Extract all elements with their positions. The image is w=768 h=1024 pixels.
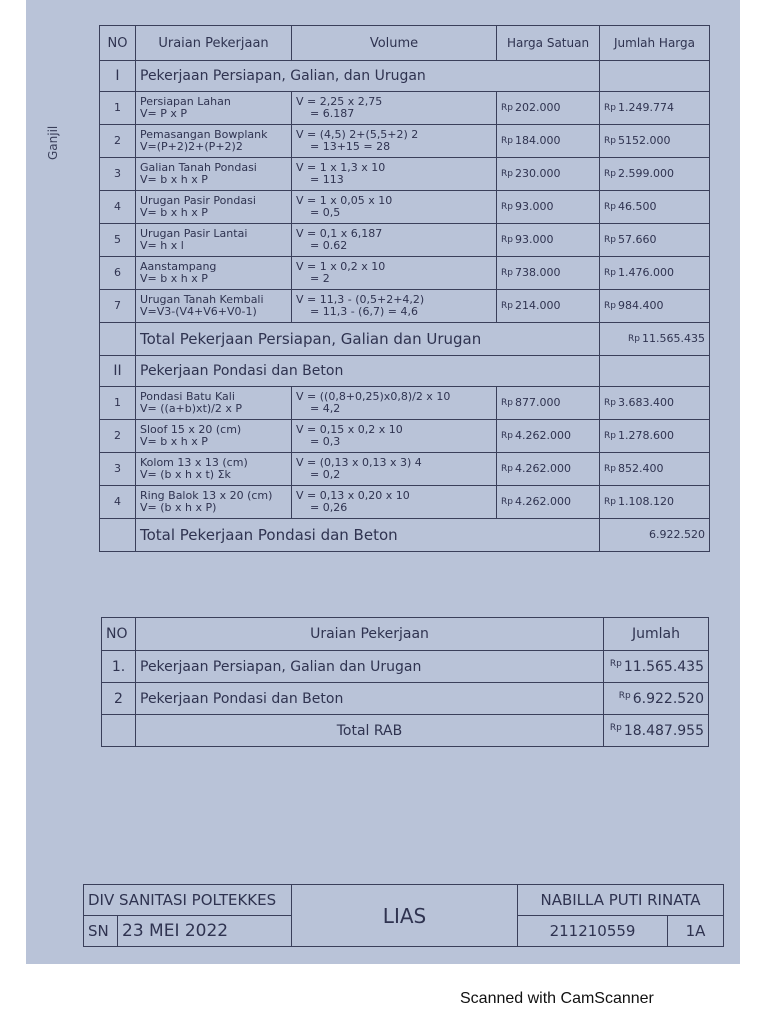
item-jumlah-harga: 1.108.120 <box>617 495 674 508</box>
summary-row <box>102 651 709 683</box>
item-harga-satuan: 4.262.000 <box>514 462 571 475</box>
item-no: 1 <box>100 387 136 420</box>
rp-label: Rp <box>501 235 513 245</box>
rp-label: Rp <box>604 268 616 278</box>
item-name: Urugan Pasir Pondasi <box>140 194 256 207</box>
rp-label: Rp <box>604 103 616 113</box>
item-no: 6 <box>100 257 136 290</box>
item-jumlah-harga: 5152.000 <box>617 134 671 147</box>
item-volume: V = ((0,8+0,25)x0,8)/2 x 10 <box>296 390 451 403</box>
summary-row-amount: 11.565.435 <box>623 658 704 675</box>
rp-label: Rp <box>618 690 631 701</box>
section-total-label: Total Pekerjaan Pondasi dan Beton <box>136 519 600 552</box>
item-formula: V= P x P <box>140 107 188 120</box>
summary-row-amount: 6.922.520 <box>632 690 704 707</box>
item-name: Sloof 15 x 20 (cm) <box>140 423 242 436</box>
rp-label: Rp <box>609 658 622 669</box>
date-label: 23 MEI 2022 <box>118 916 292 947</box>
item-formula: V=V3-(V4+V6+V0-1) <box>140 305 257 318</box>
section-total-row <box>100 519 710 552</box>
item-name: Pemasangan Bowplank <box>140 128 268 141</box>
summary-row-no: 1. <box>102 651 136 683</box>
item-no: 1 <box>100 92 136 125</box>
section-title: Pekerjaan Pondasi dan Beton <box>136 356 600 387</box>
item-volume-result: = 13+15 = 28 <box>310 140 391 153</box>
item-volume-result: = 4,2 <box>310 402 341 415</box>
item-jumlah-harga: 57.660 <box>617 233 657 246</box>
item-volume-result: = 0,2 <box>310 468 341 481</box>
item-volume: V = (4,5) 2+(5,5+2) 2 <box>296 128 419 141</box>
item-formula: V= ((a+b)xt)/2 x P <box>140 402 243 415</box>
section-row <box>100 356 710 387</box>
item-volume: V = 0,13 x 0,20 x 10 <box>296 489 410 502</box>
item-no: 5 <box>100 224 136 257</box>
item-volume: V = 1 x 1,3 x 10 <box>296 161 386 174</box>
item-jumlah-harga: 46.500 <box>617 200 657 213</box>
rp-label: Rp <box>501 202 513 212</box>
item-formula: V= b x h x P <box>140 173 208 186</box>
summary-header-row <box>102 618 709 651</box>
rp-label: Rp <box>604 169 616 179</box>
rp-label: Rp <box>501 464 513 474</box>
item-jumlah-harga: 3.683.400 <box>617 396 674 409</box>
summary-total-label: Total RAB <box>136 715 604 747</box>
item-row <box>100 290 710 323</box>
rp-label: Rp <box>604 136 616 146</box>
item-row <box>100 125 710 158</box>
item-formula: V=(P+2)2+(P+2)2 <box>140 140 243 153</box>
summary-header-jumlah: Jumlah <box>604 618 709 651</box>
item-jumlah-harga: 2.599.000 <box>617 167 674 180</box>
rp-label: Rp <box>609 722 622 733</box>
section-no: II <box>100 356 136 387</box>
section-total-amount: 11.565.435 <box>642 332 705 345</box>
rp-label: Rp <box>501 497 513 507</box>
item-formula: V= b x h x P <box>140 272 208 285</box>
item-row <box>100 486 710 519</box>
item-name: Ring Balok 13 x 20 (cm) <box>140 489 273 502</box>
rp-label: Rp <box>628 334 641 344</box>
summary-header-uraian: Uraian Pekerjaan <box>136 618 604 651</box>
summary-total-amount: 18.487.955 <box>623 722 704 739</box>
item-jumlah-harga: 852.400 <box>617 462 664 475</box>
item-no: 7 <box>100 290 136 323</box>
summary-row <box>102 683 709 715</box>
item-name: Urugan Pasir Lantai <box>140 227 248 240</box>
item-volume: V = 11,3 - (0,5+2+4,2) <box>296 293 425 306</box>
item-name: Urugan Tanah Kembali <box>140 293 264 306</box>
item-harga-satuan: 877.000 <box>514 396 561 409</box>
item-harga-satuan: 4.262.000 <box>514 429 571 442</box>
summary-row-name: Pekerjaan Persiapan, Galian dan Urugan <box>136 651 604 683</box>
item-volume: V = 0,1 x 6,187 <box>296 227 383 240</box>
header-jumlah-harga: Jumlah Harga <box>600 26 710 61</box>
section-row <box>100 61 710 92</box>
item-formula: V= b x h x P <box>140 435 208 448</box>
rp-label: Rp <box>604 301 616 311</box>
summary-row-no: 2 <box>102 683 136 715</box>
summary-header-no: NO <box>102 618 136 651</box>
code-label: SN <box>84 916 118 947</box>
rp-label: Rp <box>604 398 616 408</box>
item-volume: V = 2,25 x 2,75 <box>296 95 383 108</box>
item-volume-result: = 2 <box>310 272 330 285</box>
title-block <box>83 884 724 947</box>
class-label: 1A <box>668 916 724 947</box>
item-jumlah-harga: 984.400 <box>617 299 664 312</box>
item-formula: V= h x l <box>140 239 184 252</box>
rp-label: Rp <box>604 464 616 474</box>
rp-label: Rp <box>501 136 513 146</box>
rp-label: Rp <box>604 235 616 245</box>
student-name: NABILLA PUTI RINATA <box>518 885 724 916</box>
rp-label: Rp <box>604 497 616 507</box>
item-row <box>100 224 710 257</box>
institution-name: DIV SANITASI POLTEKKES <box>84 885 292 916</box>
item-volume-result: = 0,5 <box>310 206 341 219</box>
header-no: NO <box>100 26 136 61</box>
summary-table <box>101 617 709 747</box>
header-harga-satuan: Harga Satuan <box>497 26 600 61</box>
item-jumlah-harga: 1.249.774 <box>617 101 674 114</box>
item-row <box>100 257 710 290</box>
section-title: Pekerjaan Persiapan, Galian, dan Urugan <box>136 61 600 92</box>
watermark-text: Scanned with CamScanner <box>460 990 654 1007</box>
item-harga-satuan: 214.000 <box>514 299 561 312</box>
item-harga-satuan: 93.000 <box>514 200 554 213</box>
rab-table <box>99 25 710 552</box>
item-harga-satuan: 4.262.000 <box>514 495 571 508</box>
section-total-row <box>100 323 710 356</box>
item-row <box>100 191 710 224</box>
rp-label: Rp <box>501 301 513 311</box>
item-volume-result: = 0,26 <box>310 501 348 514</box>
item-jumlah-harga: 1.278.600 <box>617 429 674 442</box>
item-volume-result: = 0,3 <box>310 435 341 448</box>
item-no: 3 <box>100 453 136 486</box>
item-name: Persiapan Lahan <box>140 95 231 108</box>
item-harga-satuan: 184.000 <box>514 134 561 147</box>
item-row <box>100 420 710 453</box>
item-volume-result: = 6.187 <box>310 107 355 120</box>
item-no: 3 <box>100 158 136 191</box>
header-volume: Volume <box>292 26 497 61</box>
title-block-center: LIAS <box>292 885 518 947</box>
student-id: 211210559 <box>518 916 668 947</box>
item-no: 2 <box>100 125 136 158</box>
item-no: 2 <box>100 420 136 453</box>
item-formula: V= b x h x P <box>140 206 208 219</box>
rp-label: Rp <box>501 431 513 441</box>
item-harga-satuan: 93.000 <box>514 233 554 246</box>
item-formula: V= (b x h x P) <box>140 501 217 514</box>
item-volume: V = 1 x 0,2 x 10 <box>296 260 386 273</box>
rp-label: Rp <box>501 103 513 113</box>
rp-label: Rp <box>501 268 513 278</box>
item-volume: V = 1 x 0,05 x 10 <box>296 194 393 207</box>
rp-label: Rp <box>501 398 513 408</box>
rp-label: Rp <box>604 431 616 441</box>
item-harga-satuan: 202.000 <box>514 101 561 114</box>
item-volume: V = (0,13 x 0,13 x 3) 4 <box>296 456 422 469</box>
section-total-label: Total Pekerjaan Persiapan, Galian dan Urugan <box>136 323 600 356</box>
item-volume-result: = 11,3 - (6,7) = 4,6 <box>310 305 418 318</box>
rp-label: Rp <box>604 202 616 212</box>
rab-header-row <box>100 26 710 61</box>
side-note: Ganjil <box>46 125 60 160</box>
item-row <box>100 158 710 191</box>
item-name: Galian Tanah Pondasi <box>140 161 257 174</box>
item-row <box>100 387 710 420</box>
item-name: Kolom 13 x 13 (cm) <box>140 456 248 469</box>
item-harga-satuan: 230.000 <box>514 167 561 180</box>
section-total-amount: 6.922.520 <box>649 528 705 541</box>
item-name: Pondasi Batu Kali <box>140 390 235 403</box>
rp-label: Rp <box>501 169 513 179</box>
section-no: I <box>100 61 136 92</box>
item-volume: V = 0,15 x 0,2 x 10 <box>296 423 403 436</box>
item-no: 4 <box>100 191 136 224</box>
item-row <box>100 453 710 486</box>
item-jumlah-harga: 1.476.000 <box>617 266 674 279</box>
item-formula: V= (b x h x t) Σk <box>140 468 231 481</box>
item-volume-result: = 0.62 <box>310 239 348 252</box>
header-uraian: Uraian Pekerjaan <box>136 26 292 61</box>
summary-row-name: Pekerjaan Pondasi dan Beton <box>136 683 604 715</box>
item-volume-result: = 113 <box>310 173 344 186</box>
item-harga-satuan: 738.000 <box>514 266 561 279</box>
item-name: Aanstampang <box>140 260 217 273</box>
item-no: 4 <box>100 486 136 519</box>
summary-total-row <box>102 715 709 747</box>
item-row <box>100 92 710 125</box>
